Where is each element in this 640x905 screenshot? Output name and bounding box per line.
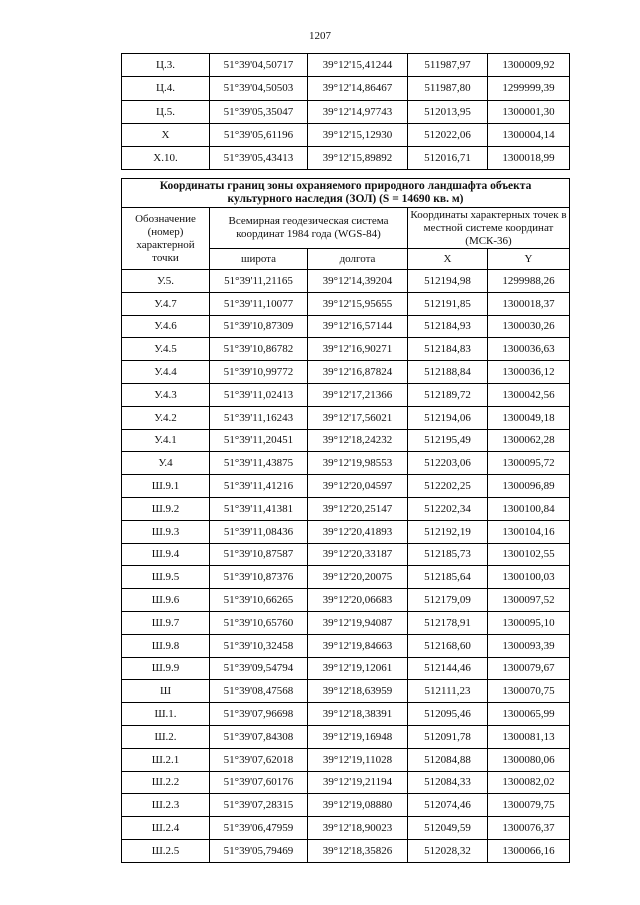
x-coordinate-cell: 512194,98 xyxy=(408,270,488,293)
table-row xyxy=(122,383,570,406)
y-coordinate-cell: 1300065,99 xyxy=(488,703,570,726)
point-designation: Ш.2. xyxy=(122,725,210,748)
latitude-cell: 51°39'07,84308 xyxy=(210,725,308,748)
point-designation: У.4 xyxy=(122,452,210,475)
table-row xyxy=(122,817,570,840)
latitude-cell: 51°39'05,61196 xyxy=(210,123,308,146)
x-coordinate-cell: 512049,59 xyxy=(408,817,488,840)
y-coordinate-cell: 1300082,02 xyxy=(488,771,570,794)
table-row xyxy=(122,725,570,748)
table-row xyxy=(122,703,570,726)
continuation-table xyxy=(121,53,570,170)
table-row xyxy=(122,338,570,361)
table-row xyxy=(122,315,570,338)
latitude-cell: 51°39'11,43875 xyxy=(210,452,308,475)
x-coordinate-cell: 512016,71 xyxy=(408,147,488,170)
latitude-cell: 51°39'04,50503 xyxy=(210,77,308,100)
y-coordinate-cell: 1300049,18 xyxy=(488,406,570,429)
latitude-cell: 51°39'09,54794 xyxy=(210,657,308,680)
table-row xyxy=(122,589,570,612)
header-x: X xyxy=(408,249,488,270)
latitude-cell: 51°39'10,87376 xyxy=(210,566,308,589)
y-coordinate-cell: 1300036,12 xyxy=(488,361,570,384)
latitude-cell: 51°39'08,47568 xyxy=(210,680,308,703)
x-coordinate-cell: 512195,49 xyxy=(408,429,488,452)
longitude-cell: 39°12'19,94087 xyxy=(308,611,408,634)
point-designation: Ш.9.2 xyxy=(122,497,210,520)
point-designation: Х.10. xyxy=(122,147,210,170)
header-wgs: Всемирная геодезическая система координат 1984 года (WGS-84) xyxy=(210,208,408,249)
latitude-cell: 51°39'11,21165 xyxy=(210,270,308,293)
longitude-cell: 39°12'20,06683 xyxy=(308,589,408,612)
longitude-cell: 39°12'19,11028 xyxy=(308,748,408,771)
y-coordinate-cell: 1300104,16 xyxy=(488,520,570,543)
latitude-cell: 51°39'11,08436 xyxy=(210,520,308,543)
table-row xyxy=(122,634,570,657)
point-designation: Ш.9.3 xyxy=(122,520,210,543)
latitude-cell: 51°39'05,35047 xyxy=(210,100,308,123)
longitude-cell: 39°12'15,12930 xyxy=(308,123,408,146)
y-coordinate-cell: 1300081,13 xyxy=(488,725,570,748)
latitude-cell: 51°39'07,62018 xyxy=(210,748,308,771)
latitude-cell: 51°39'10,86782 xyxy=(210,338,308,361)
latitude-cell: 51°39'11,10077 xyxy=(210,292,308,315)
zol-coordinates-table xyxy=(121,178,570,863)
header-latitude: широта xyxy=(210,249,308,270)
latitude-cell: 51°39'07,60176 xyxy=(210,771,308,794)
x-coordinate-cell: 512084,33 xyxy=(408,771,488,794)
point-designation: У.4.5 xyxy=(122,338,210,361)
x-coordinate-cell: 512178,91 xyxy=(408,611,488,634)
point-designation: У.5. xyxy=(122,270,210,293)
x-coordinate-cell: 512191,85 xyxy=(408,292,488,315)
longitude-cell: 39°12'20,25147 xyxy=(308,497,408,520)
y-coordinate-cell: 1300093,39 xyxy=(488,634,570,657)
header-longitude: долгота xyxy=(308,249,408,270)
x-coordinate-cell: 512185,73 xyxy=(408,543,488,566)
x-coordinate-cell: 512028,32 xyxy=(408,839,488,862)
longitude-cell: 39°12'19,21194 xyxy=(308,771,408,794)
point-designation: Ш.1. xyxy=(122,703,210,726)
longitude-cell: 39°12'19,98553 xyxy=(308,452,408,475)
y-coordinate-cell: 1300036,63 xyxy=(488,338,570,361)
table-row xyxy=(122,680,570,703)
point-designation: Ш.9.5 xyxy=(122,566,210,589)
x-coordinate-cell: 512189,72 xyxy=(408,383,488,406)
longitude-cell: 39°12'19,12061 xyxy=(308,657,408,680)
point-designation: Ш.2.3 xyxy=(122,794,210,817)
point-designation: Х xyxy=(122,123,210,146)
longitude-cell: 39°12'16,87824 xyxy=(308,361,408,384)
longitude-cell: 39°12'16,57144 xyxy=(308,315,408,338)
longitude-cell: 39°12'14,86467 xyxy=(308,77,408,100)
longitude-cell: 39°12'20,20075 xyxy=(308,566,408,589)
x-coordinate-cell: 512179,09 xyxy=(408,589,488,612)
point-designation: Ш.9.8 xyxy=(122,634,210,657)
table-row xyxy=(122,429,570,452)
longitude-cell: 39°12'15,89892 xyxy=(308,147,408,170)
longitude-cell: 39°12'14,97743 xyxy=(308,100,408,123)
latitude-cell: 51°39'10,87309 xyxy=(210,315,308,338)
page-number: 1207 xyxy=(309,30,331,42)
y-coordinate-cell: 1300096,89 xyxy=(488,475,570,498)
point-designation: Ш xyxy=(122,680,210,703)
point-designation: У.4.7 xyxy=(122,292,210,315)
longitude-cell: 39°12'16,90271 xyxy=(308,338,408,361)
table-row xyxy=(122,520,570,543)
header-msk: Координаты характерных точек в местной системе координат (МСК-36) xyxy=(408,208,570,249)
x-coordinate-cell: 512202,25 xyxy=(408,475,488,498)
table-row xyxy=(122,100,570,123)
longitude-cell: 39°12'14,39204 xyxy=(308,270,408,293)
x-coordinate-cell: 512095,46 xyxy=(408,703,488,726)
longitude-cell: 39°12'19,08880 xyxy=(308,794,408,817)
latitude-cell: 51°39'04,50717 xyxy=(210,54,308,77)
x-coordinate-cell: 512084,88 xyxy=(408,748,488,771)
x-coordinate-cell: 512202,34 xyxy=(408,497,488,520)
point-designation: Ш.9.9 xyxy=(122,657,210,680)
y-coordinate-cell: 1300102,55 xyxy=(488,543,570,566)
longitude-cell: 39°12'19,84663 xyxy=(308,634,408,657)
latitude-cell: 51°39'10,65760 xyxy=(210,611,308,634)
longitude-cell: 39°12'18,38391 xyxy=(308,703,408,726)
table-row xyxy=(122,77,570,100)
point-designation: Ш.9.7 xyxy=(122,611,210,634)
x-coordinate-cell: 511987,80 xyxy=(408,77,488,100)
longitude-cell: 39°12'20,41893 xyxy=(308,520,408,543)
latitude-cell: 51°39'06,47959 xyxy=(210,817,308,840)
table-row xyxy=(122,611,570,634)
longitude-cell: 39°12'15,95655 xyxy=(308,292,408,315)
x-coordinate-cell: 512192,19 xyxy=(408,520,488,543)
y-coordinate-cell: 1300079,67 xyxy=(488,657,570,680)
longitude-cell: 39°12'18,24232 xyxy=(308,429,408,452)
x-coordinate-cell: 512194,06 xyxy=(408,406,488,429)
y-coordinate-cell: 1300100,84 xyxy=(488,497,570,520)
y-coordinate-cell: 1299999,39 xyxy=(488,77,570,100)
y-coordinate-cell: 1300042,56 xyxy=(488,383,570,406)
x-coordinate-cell: 512111,23 xyxy=(408,680,488,703)
y-coordinate-cell: 1300066,16 xyxy=(488,839,570,862)
y-coordinate-cell: 1299988,26 xyxy=(488,270,570,293)
y-coordinate-cell: 1300001,30 xyxy=(488,100,570,123)
y-coordinate-cell: 1300070,75 xyxy=(488,680,570,703)
table-row xyxy=(122,657,570,680)
y-coordinate-cell: 1300004,14 xyxy=(488,123,570,146)
table-row xyxy=(122,406,570,429)
latitude-cell: 51°39'11,41381 xyxy=(210,497,308,520)
y-coordinate-cell: 1300095,72 xyxy=(488,452,570,475)
longitude-cell: 39°12'18,35826 xyxy=(308,839,408,862)
x-coordinate-cell: 512203,06 xyxy=(408,452,488,475)
point-designation: Ш.2.1 xyxy=(122,748,210,771)
x-coordinate-cell: 512168,60 xyxy=(408,634,488,657)
latitude-cell: 51°39'05,79469 xyxy=(210,839,308,862)
x-coordinate-cell: 512188,84 xyxy=(408,361,488,384)
longitude-cell: 39°12'20,33187 xyxy=(308,543,408,566)
y-coordinate-cell: 1300076,37 xyxy=(488,817,570,840)
latitude-cell: 51°39'11,41216 xyxy=(210,475,308,498)
longitude-cell: 39°12'19,16948 xyxy=(308,725,408,748)
table-row xyxy=(122,361,570,384)
x-coordinate-cell: 512184,93 xyxy=(408,315,488,338)
point-designation: У.4.6 xyxy=(122,315,210,338)
point-designation: Ш.2.2 xyxy=(122,771,210,794)
table-row xyxy=(122,748,570,771)
table-row xyxy=(122,270,570,293)
y-coordinate-cell: 1300018,37 xyxy=(488,292,570,315)
table-row xyxy=(122,794,570,817)
table-title: Координаты границ зоны охраняемого природного ландшафта объекта культурного наследия (ЗОЛ) (S = 14690 кв. м) xyxy=(122,179,570,208)
table-row xyxy=(122,292,570,315)
longitude-cell: 39°12'17,56021 xyxy=(308,406,408,429)
table-row xyxy=(122,475,570,498)
point-designation: Ш.2.4 xyxy=(122,817,210,840)
header-y: Y xyxy=(488,249,570,270)
point-designation: Ш.9.4 xyxy=(122,543,210,566)
table-row xyxy=(122,543,570,566)
point-designation: Ц.3. xyxy=(122,54,210,77)
table-row xyxy=(122,839,570,862)
table-row xyxy=(122,147,570,170)
y-coordinate-cell: 1300030,26 xyxy=(488,315,570,338)
latitude-cell: 51°39'07,96698 xyxy=(210,703,308,726)
x-coordinate-cell: 512022,06 xyxy=(408,123,488,146)
longitude-cell: 39°12'18,63959 xyxy=(308,680,408,703)
table-row xyxy=(122,566,570,589)
point-designation: У.4.2 xyxy=(122,406,210,429)
point-designation: Ш.9.1 xyxy=(122,475,210,498)
y-coordinate-cell: 1300018,99 xyxy=(488,147,570,170)
x-coordinate-cell: 511987,97 xyxy=(408,54,488,77)
point-designation: У.4.1 xyxy=(122,429,210,452)
point-designation: Ц.4. xyxy=(122,77,210,100)
latitude-cell: 51°39'05,43413 xyxy=(210,147,308,170)
latitude-cell: 51°39'11,20451 xyxy=(210,429,308,452)
point-designation: У.4.4 xyxy=(122,361,210,384)
x-coordinate-cell: 512184,83 xyxy=(408,338,488,361)
table-row xyxy=(122,123,570,146)
longitude-cell: 39°12'18,90023 xyxy=(308,817,408,840)
y-coordinate-cell: 1300009,92 xyxy=(488,54,570,77)
x-coordinate-cell: 512074,46 xyxy=(408,794,488,817)
point-designation: Ш.2.5 xyxy=(122,839,210,862)
point-designation: Ц.5. xyxy=(122,100,210,123)
y-coordinate-cell: 1300062,28 xyxy=(488,429,570,452)
point-designation: У.4.3 xyxy=(122,383,210,406)
longitude-cell: 39°12'17,21366 xyxy=(308,383,408,406)
point-designation: Ш.9.6 xyxy=(122,589,210,612)
longitude-cell: 39°12'15,41244 xyxy=(308,54,408,77)
y-coordinate-cell: 1300095,10 xyxy=(488,611,570,634)
table-row xyxy=(122,497,570,520)
header-designation: Обозначение (номер) характерной точки xyxy=(122,208,210,270)
latitude-cell: 51°39'11,16243 xyxy=(210,406,308,429)
latitude-cell: 51°39'10,99772 xyxy=(210,361,308,384)
x-coordinate-cell: 512185,64 xyxy=(408,566,488,589)
x-coordinate-cell: 512144,46 xyxy=(408,657,488,680)
table-row xyxy=(122,452,570,475)
x-coordinate-cell: 512013,95 xyxy=(408,100,488,123)
y-coordinate-cell: 1300100,03 xyxy=(488,566,570,589)
latitude-cell: 51°39'07,28315 xyxy=(210,794,308,817)
table-row xyxy=(122,54,570,77)
y-coordinate-cell: 1300097,52 xyxy=(488,589,570,612)
table-row xyxy=(122,771,570,794)
latitude-cell: 51°39'11,02413 xyxy=(210,383,308,406)
latitude-cell: 51°39'10,32458 xyxy=(210,634,308,657)
y-coordinate-cell: 1300079,75 xyxy=(488,794,570,817)
y-coordinate-cell: 1300080,06 xyxy=(488,748,570,771)
latitude-cell: 51°39'10,66265 xyxy=(210,589,308,612)
longitude-cell: 39°12'20,04597 xyxy=(308,475,408,498)
latitude-cell: 51°39'10,87587 xyxy=(210,543,308,566)
x-coordinate-cell: 512091,78 xyxy=(408,725,488,748)
